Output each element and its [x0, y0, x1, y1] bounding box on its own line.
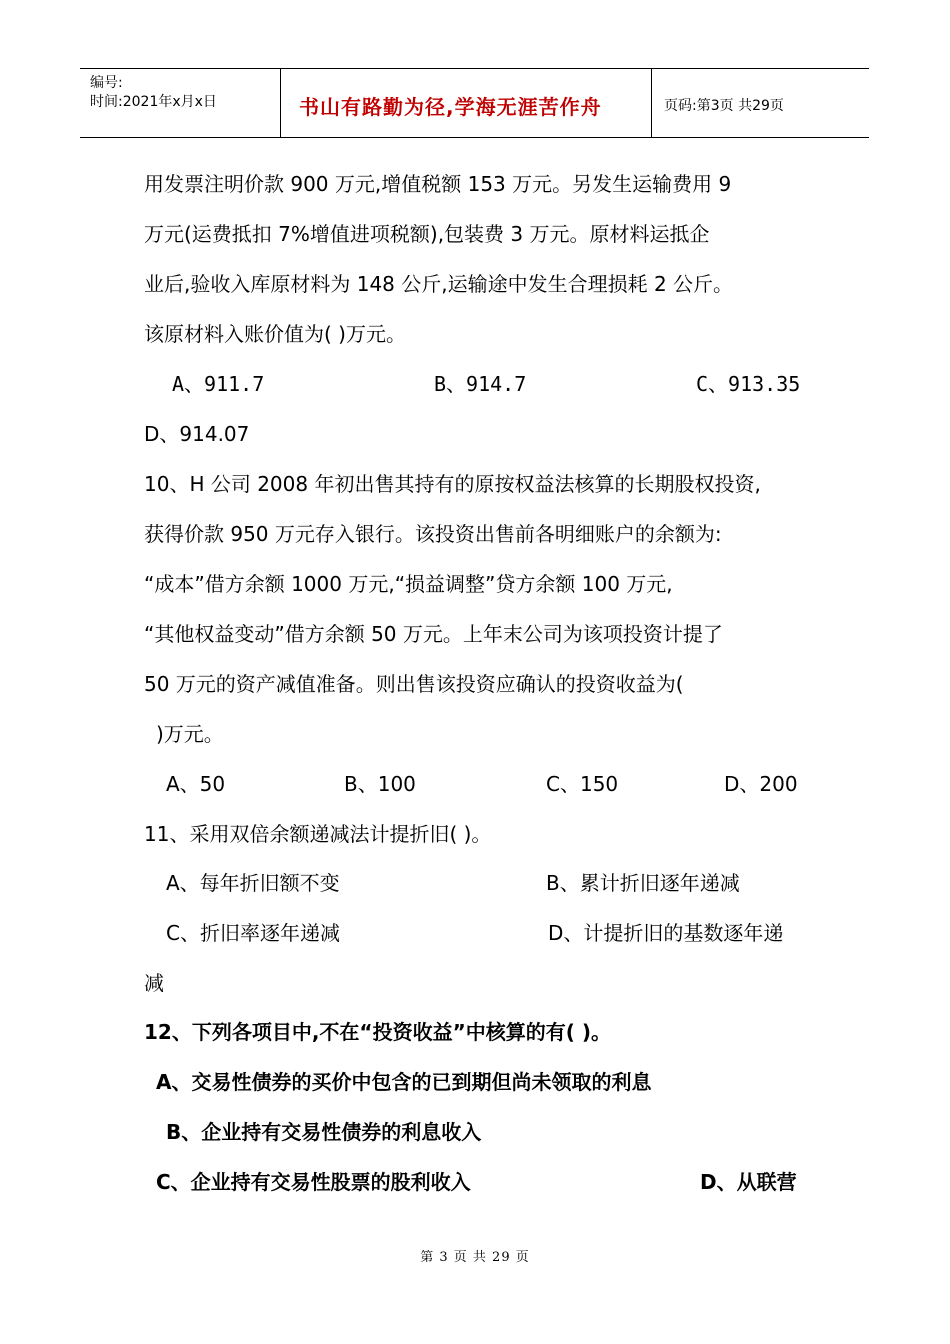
- q10-option-b: B、100: [344, 772, 416, 796]
- question-9-stem-end: 该原材料入账价值为( )万元。: [144, 322, 406, 346]
- q9-option-c: C、913.35: [696, 372, 801, 396]
- q11-option-a: A、每年折旧额不变: [166, 871, 340, 895]
- q11-option-d: D、计提折旧的基数逐年递: [548, 921, 784, 945]
- header-meta-cell: [80, 69, 281, 137]
- q12-option-b: B、企业持有交易性债券的利息收入: [166, 1120, 482, 1144]
- page-header: [80, 68, 869, 138]
- question-12: 12、下列各项目中,不在“投资收益”中核算的有( )。: [144, 1020, 611, 1044]
- text-line: 万元(运费抵扣 7%增值进项税额),包装费 3 万元。原材料运抵企: [144, 222, 710, 246]
- q11-option-d-cont: 减: [144, 971, 164, 995]
- question-10-line: )万元。: [156, 722, 224, 746]
- text-line: 业后,验收入库原材料为 148 公斤,运输途中发生合理损耗 2 公斤。: [144, 272, 734, 296]
- q9-option-b: B、914.7: [434, 372, 527, 396]
- page-footer: 第 3 页 共 29 页: [420, 1250, 530, 1265]
- q11-option-b: B、累计折旧逐年递减: [546, 871, 740, 895]
- header-motto: 书山有路勤为径,学海无涯苦作舟: [299, 95, 602, 119]
- text-line: 用发票注明价款 900 万元,增值税额 153 万元。另发生运输费用 9: [144, 172, 732, 196]
- q12-option-d: D、从联营: [700, 1170, 797, 1194]
- q11-option-c: C、折旧率逐年递减: [166, 921, 340, 945]
- header-page-label: 页码:第3页 共29页: [664, 98, 784, 114]
- question-10-line: “成本”借方余额 1000 万元,“损益调整”贷方余额 100 万元,: [144, 572, 673, 596]
- q12-option-a: A、交易性债券的买价中包含的已到期但尚未领取的利息: [156, 1070, 652, 1094]
- question-10-line: 10、H 公司 2008 年初出售其持有的原按权益法核算的长期股权投资,: [144, 472, 761, 496]
- q10-option-a: A、50: [166, 772, 226, 796]
- question-10-line: 获得价款 950 万元存入银行。该投资出售前各明细账户的余额为:: [144, 522, 722, 546]
- header-motto-cell: [281, 69, 652, 137]
- number-label: 编号:: [90, 75, 123, 91]
- q12-option-c: C、企业持有交易性股票的股利收入: [156, 1170, 471, 1194]
- header-page-cell: [652, 69, 869, 137]
- q10-option-d: D、200: [724, 772, 798, 796]
- time-label: 时间:2021年x月x日: [90, 94, 217, 110]
- q9-option-a: A、911.7: [172, 372, 265, 396]
- question-10-line: “其他权益变动”借方余额 50 万元。上年末公司为该项投资计提了: [144, 622, 723, 646]
- question-10-line: 50 万元的资产减值准备。则出售该投资应确认的投资收益为(: [144, 672, 684, 696]
- question-11: 11、采用双倍余额递减法计提折旧( )。: [144, 822, 492, 846]
- q9-option-d: D、914.07: [144, 422, 250, 446]
- q10-option-c: C、150: [546, 772, 619, 796]
